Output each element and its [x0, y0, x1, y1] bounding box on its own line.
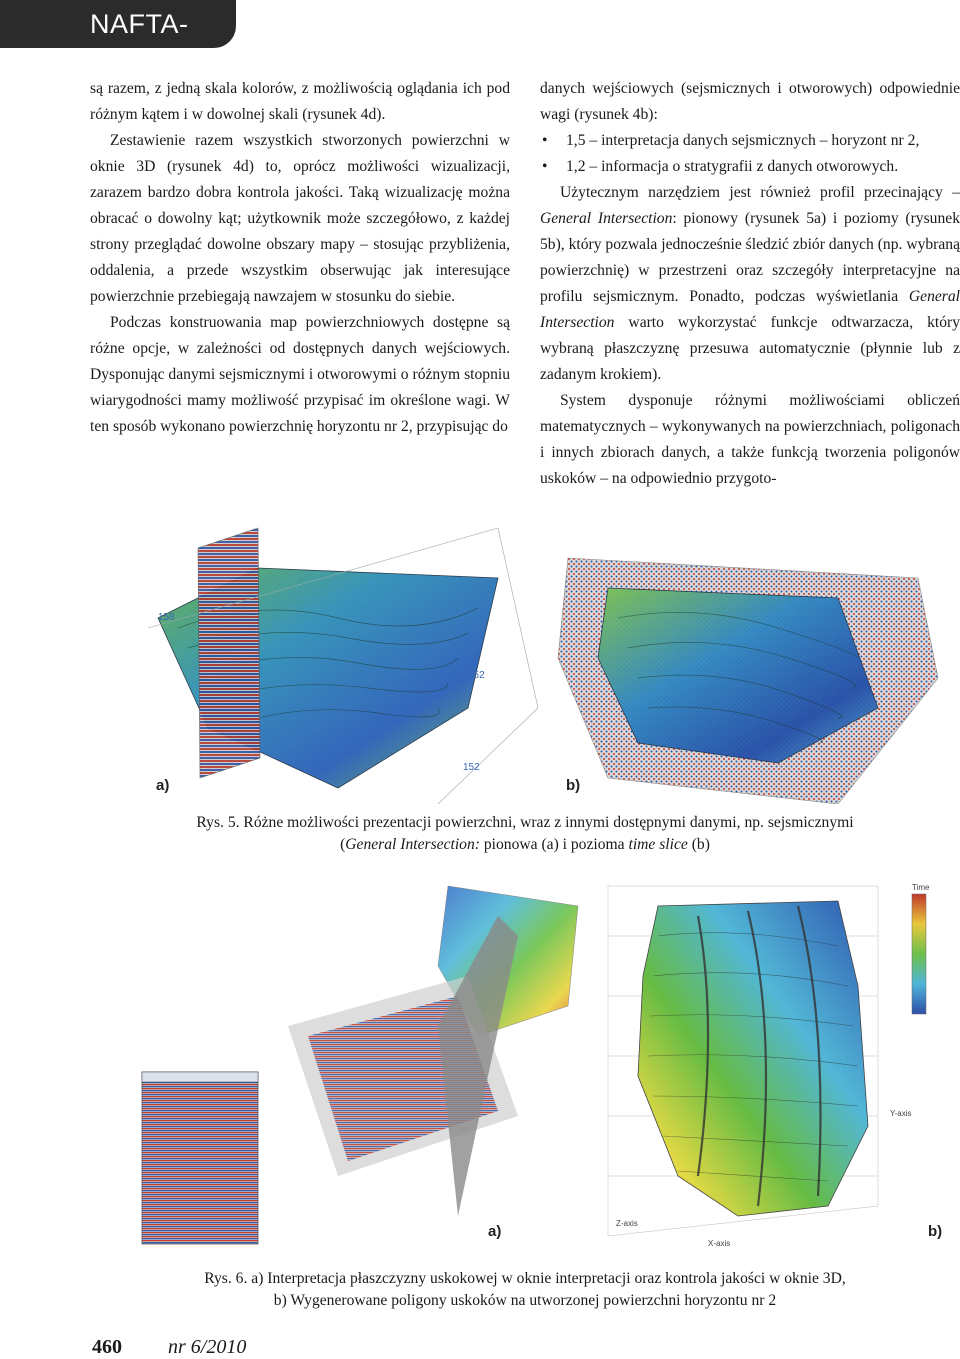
- paragraph: Podczas konstruowania map powierzchniowych dostępne są różne opcje, w zależności od dostępnych danych wejściowych. Dysponując danymi sejsmicznymi i otworowymi o różnym stopniu wiarygodności mamy możliwość przypisać im określone wagi. W ten sposób wykonano powierzchnię horyzontu nr 2, przypisując do: [90, 314, 510, 435]
- issue-label: nr 6/2010: [168, 1336, 247, 1358]
- figure-5-caption: [90, 812, 960, 856]
- paragraph: Zestawienie razem wszystkich stworzonych powierzchni w oknie 3D (rysunek 4d) to, oprócz możliwości wizualizacji, zarazem bardzo dobra kontrola jakości. Taką wizualizację można obracać o dowolny kąt; użytkownik może szczegółowo, z każdej strony przeglądać dowolne obszary mapy – stosując przybliżenia, oddalenia, a przede wszystkim obserwując jak interesujące powierzchnie przebiegają nawzajem w stosunku do siebie.: [90, 132, 510, 305]
- list-item: • 1,5 – interpretacja danych sejsmicznych – horyzont nr 2,: [540, 128, 960, 154]
- caption-line: (General Intersection: pionowa (a) i pozioma time slice (b): [340, 836, 710, 853]
- paragraph: danych wejściowych (sejsmicznych i otworowych) odpowiednie wagi (rysunek 4b):: [540, 80, 960, 123]
- legend-title: Time: [912, 883, 930, 892]
- journal-title: NAFTA-GAZ: [90, 9, 189, 87]
- figure-6-image: [138, 876, 954, 1252]
- axis-tick-label: 158: [158, 612, 175, 623]
- bullet-list: [540, 128, 960, 180]
- axis-tick-label: 352: [468, 670, 485, 681]
- list-item: • 1,2 – informacja o stratygrafii z danych otworowych.: [540, 154, 960, 180]
- page-number: 460: [92, 1336, 122, 1358]
- paragraph: System dysponuje różnymi możliwościami obliczeń matematycznych – wykonywanych na powierzchniach, poligonach i innych zbiorach danych, a także funkcją tworzenia poligonów uskoków – na odpowiednio przygoto-: [540, 392, 960, 487]
- caption-line: b) Wygenerowane poligony uskoków na utworzonej powierzchni horyzontu nr 2: [273, 1292, 777, 1309]
- caption-line: Rys. 5. Różne możliwości prezentacji powierzchni, wraz z innymi dostępnymi danymi, np. sejsmicznymi: [196, 814, 854, 831]
- figure-6-caption: [90, 1268, 960, 1312]
- axis-y-label: Y-axis: [890, 1109, 912, 1118]
- panel-label-a: a): [488, 1223, 502, 1240]
- panel-label-b: b): [928, 1223, 943, 1240]
- axis-x-label: X-axis: [708, 1239, 731, 1248]
- axis-z-label: Z-axis: [616, 1219, 638, 1228]
- right-column: [540, 76, 960, 492]
- caption-line: Rys. 6. a) Interpretacja płaszczyzny uskokowej w oknie interpretacji oraz kontrola jakości w oknie 3D,: [204, 1270, 846, 1287]
- color-legend: [912, 894, 926, 1014]
- figure-5-image: [138, 508, 954, 804]
- paragraph: Użytecznym narzędziem jest również profil przecinający – General Intersection: pionowy (rysunek 5a) i poziomy (rysunek 5b), który pozwala jednocześnie śledzić zbiór danych (np. wybraną powierzchnię) w przestrzeni oraz szczegóły interpretacyjne na profilu sejsmicznym. Ponadto, podczas wyświetlania General Intersection warto wykorzystać funkcje odtwarzacza, który wybraną płaszczyznę przesuwa automatycznie (płynnie lub z zadanym krokiem).: [540, 184, 960, 383]
- panel-label-b: b): [566, 777, 581, 794]
- paragraph: są razem, z jedną skala kolorów, z możliwością oglądania ich pod różnym kątem i w dowolnej skali (rysunek 4d).: [90, 80, 510, 123]
- left-column: [90, 76, 510, 440]
- axis-tick-label: 152: [463, 762, 480, 773]
- journal-header-tab: [0, 0, 236, 87]
- panel-label-a: a): [156, 777, 170, 794]
